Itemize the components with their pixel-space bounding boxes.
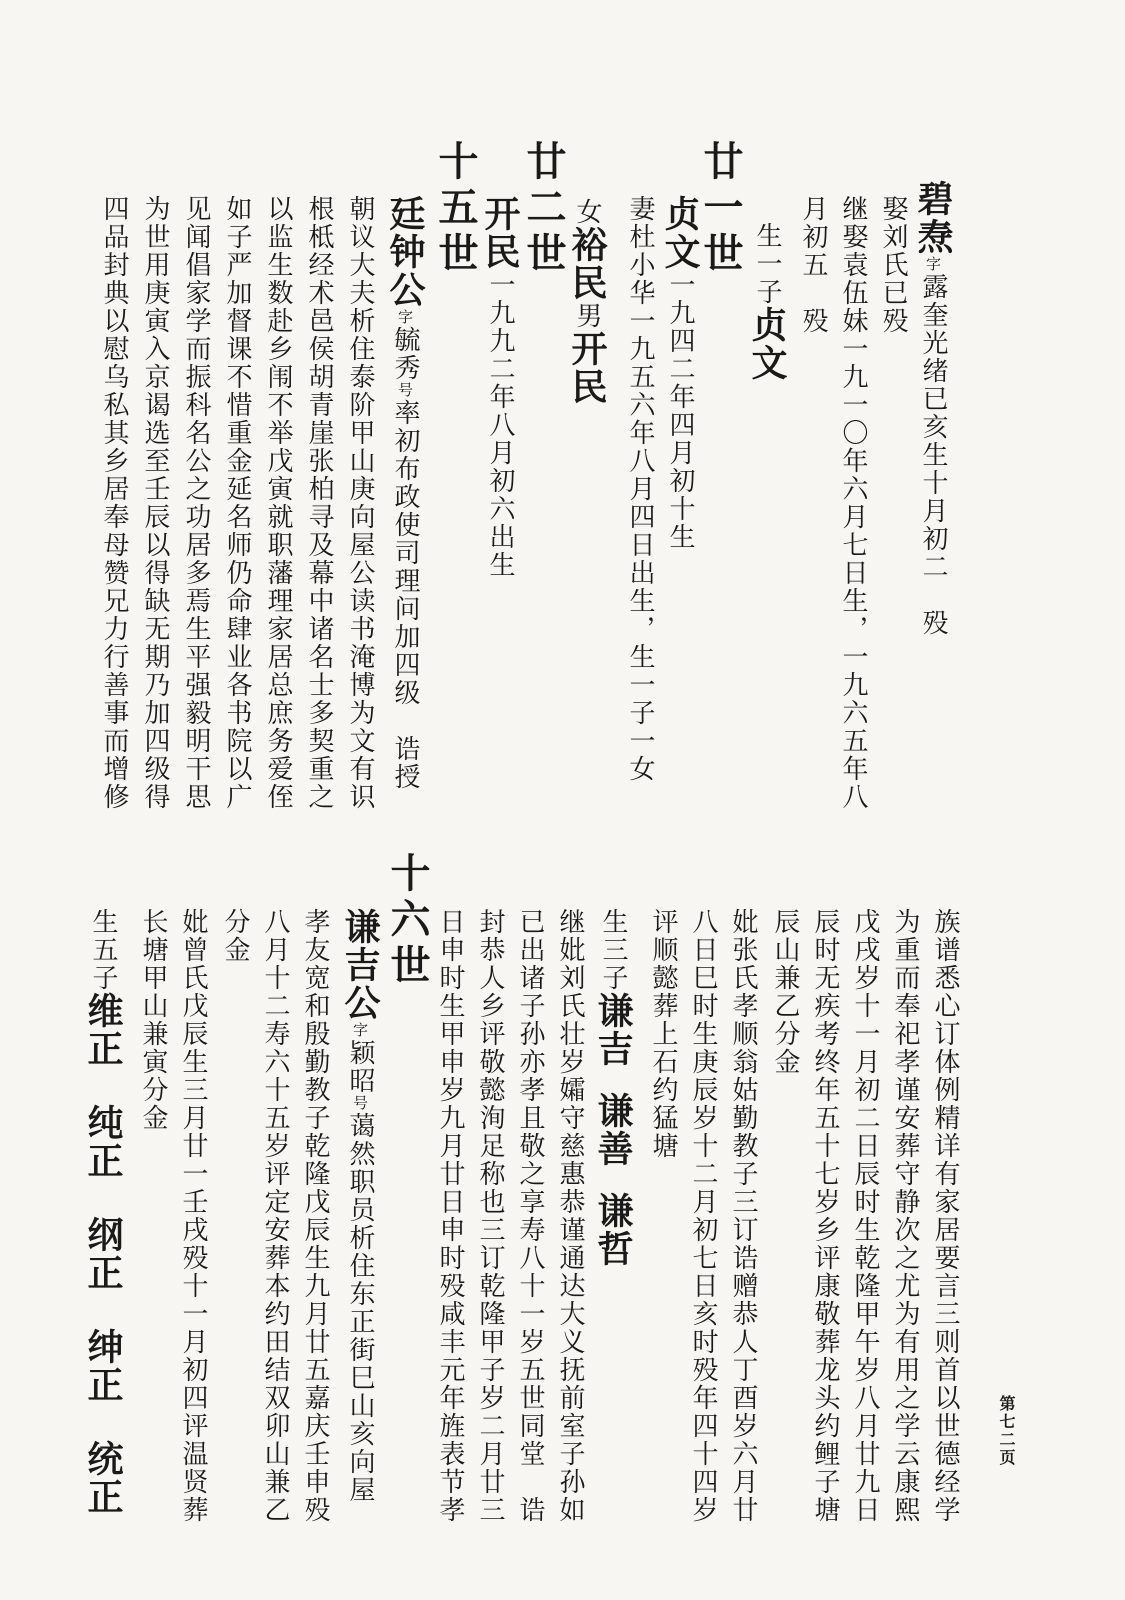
generation-21: 廿一世 [697, 140, 744, 278]
top-col-13 [384, 195, 426, 791]
generation-15: 十五世 [432, 140, 479, 278]
top-col-3: 继娶袁伍妹一九一〇年六月七日生，一九六五年八 [838, 195, 868, 811]
top-col-2: 娶刘氏已殁 [878, 195, 908, 335]
bottom-col-3: 戊戌岁十一月初二日辰时生乾隆甲午岁八月廿九日 [850, 908, 880, 1524]
bottom-col-18: 分金 [220, 908, 250, 964]
bottom-col-1: 族谱悉心订体例精详有家居要言三则首以世德经学 [930, 908, 960, 1524]
generation-22: 廿二世 [520, 140, 567, 278]
person-name-kaimin-ref: 开民 [566, 330, 608, 406]
tingzhong-info: 率初布政使司理问加四级 诰授 [390, 399, 420, 791]
person-name-bitao: 碧焘 [912, 180, 954, 256]
bottom-col-10: 继妣刘氏壮岁孀守慈惠恭谨通达大义抚前室子孙如 [555, 908, 585, 1524]
hao-marker: 号 [396, 382, 414, 399]
top-col-15: 根柢经术邑侯胡青崖张柏寻及幕中诸名士多契重之 [304, 195, 334, 811]
tingzhong-zi: 毓秀 [390, 326, 420, 382]
female-marker: 女 [572, 198, 602, 226]
bottom-col-8: 评顺懿葬上石约猛塘 [648, 908, 678, 1160]
person-name-yumin: 裕民 [566, 226, 608, 302]
bottom-col-15 [339, 908, 381, 1504]
person-name-zhenwen-ref: 贞文 [746, 306, 788, 382]
zhenwen-info: 一九四二年四月初十生 [665, 271, 695, 551]
bottom-col-7: 八日巳时生庚辰岁十二月初七日亥时殁年四十四岁 [688, 908, 718, 1524]
top-col-14: 朝议大夫析住泰阶甲山庚向屋公读书淹博为文有识 [345, 195, 375, 811]
top-col-8: 妻杜小华一九五六年八月四日出生，生一子一女 [625, 195, 655, 783]
bottom-col-12: 封恭人乡评敬懿洵足称也三订乾隆甲子岁二月廿三 [475, 908, 505, 1524]
person-name-shenzheng: 绅正 [82, 1328, 124, 1404]
top-col-11 [479, 195, 521, 579]
top-col-18: 见闻倡家学而振科名公之功居多焉生平强毅明干思 [181, 195, 211, 811]
bitao-info: 露奎光绪已亥生十月初二 殁 [918, 273, 948, 637]
sheng-wu-zi: 生五子 [88, 908, 118, 992]
bottom-col-21 [82, 908, 124, 1516]
bottom-col-6: 妣张氏孝顺翁姑勤教子三订诰赠恭人丁酉岁六月廿 [728, 908, 758, 1524]
person-name-qianji: 谦吉公 [339, 908, 381, 1022]
top-col-9 [566, 198, 608, 406]
sheng-yi-zi: 生一子 [752, 222, 782, 306]
top-col-20: 四品封典以慰乌私其乡居奉母赞兄力行善事而增修 [99, 195, 129, 811]
top-col-4: 月初五 殁 [798, 195, 828, 335]
bottom-col-2: 为重而奉祀孝谨安葬守静次之尤为有用之学云康熙 [890, 908, 920, 1524]
bottom-col-11: 已出诸子孙亦孝且敬之享寿八十一岁五世同堂 诰 [515, 908, 545, 1524]
person-name-tongzheng: 统正 [82, 1440, 124, 1516]
person-name-tingzhong: 廷钟公 [384, 195, 426, 309]
top-col-19: 为世用庚寅入京谒选至壬辰以得缺无期乃加四级得 [140, 195, 170, 811]
bottom-col-13: 日申时生甲申岁九月廿日申时殁咸丰元年旌表节孝 [435, 908, 465, 1524]
person-name-kaimin: 开民 [479, 195, 521, 271]
person-name-weizheng: 维正 [82, 992, 124, 1068]
sheng-san-zi: 生三子 [598, 908, 628, 992]
person-name-gangzheng: 纲正 [82, 1216, 124, 1292]
hao-marker: 号 [351, 1095, 369, 1112]
zi-marker: 字 [351, 1022, 369, 1039]
kaimin-info: 一九九二年八月初六出生 [485, 271, 515, 579]
page-number: 第七二页 [997, 1395, 1016, 1467]
top-col-17: 如子严加督课不惜重金延名师仍命肆业各书院以广 [222, 195, 252, 811]
bottom-col-19: 妣曾氏戊辰生三月廿一壬戌殁十一月初四评温贤葬 [178, 908, 208, 1524]
bottom-col-5: 辰山兼乙分金 [770, 908, 800, 1076]
top-col-16: 以监生数赴乡闱不举戊寅就职藩理家居总庶务爱侄 [263, 195, 293, 811]
top-col-5 [746, 222, 788, 382]
zi-marker: 字 [396, 309, 414, 326]
bottom-col-9 [592, 908, 634, 1268]
male-marker: 男 [572, 302, 602, 330]
person-name-qianzhe: 谦哲 [592, 1192, 634, 1268]
person-name-chunzheng: 纯正 [82, 1104, 124, 1180]
generation-16: 十六世 [384, 852, 431, 990]
person-name-qianshan: 谦善 [592, 1092, 634, 1168]
top-col-7 [659, 195, 701, 551]
person-name-zhenwen: 贞文 [659, 195, 701, 271]
bottom-col-16: 孝友宽和殷勤教子乾隆戊辰生九月廿五嘉庆壬申殁 [300, 908, 330, 1524]
zi-marker: 字 [924, 256, 942, 273]
qianji-zi: 颖昭 [345, 1039, 375, 1095]
top-col-1 [912, 180, 954, 637]
bottom-col-20: 长塘甲山兼寅分金 [138, 908, 168, 1132]
bottom-col-17: 八月十二寿六十五岁评定安葬本约田结双卯山兼乙 [260, 908, 290, 1524]
bottom-col-4: 辰时无疾考终年五十七岁乡评康敬葬龙头约鲤子塘 [810, 908, 840, 1524]
person-name-qianji-ref: 谦吉 [592, 992, 634, 1068]
qianji-info: 蔼然职员析住东正街巳山亥向屋 [345, 1112, 375, 1504]
